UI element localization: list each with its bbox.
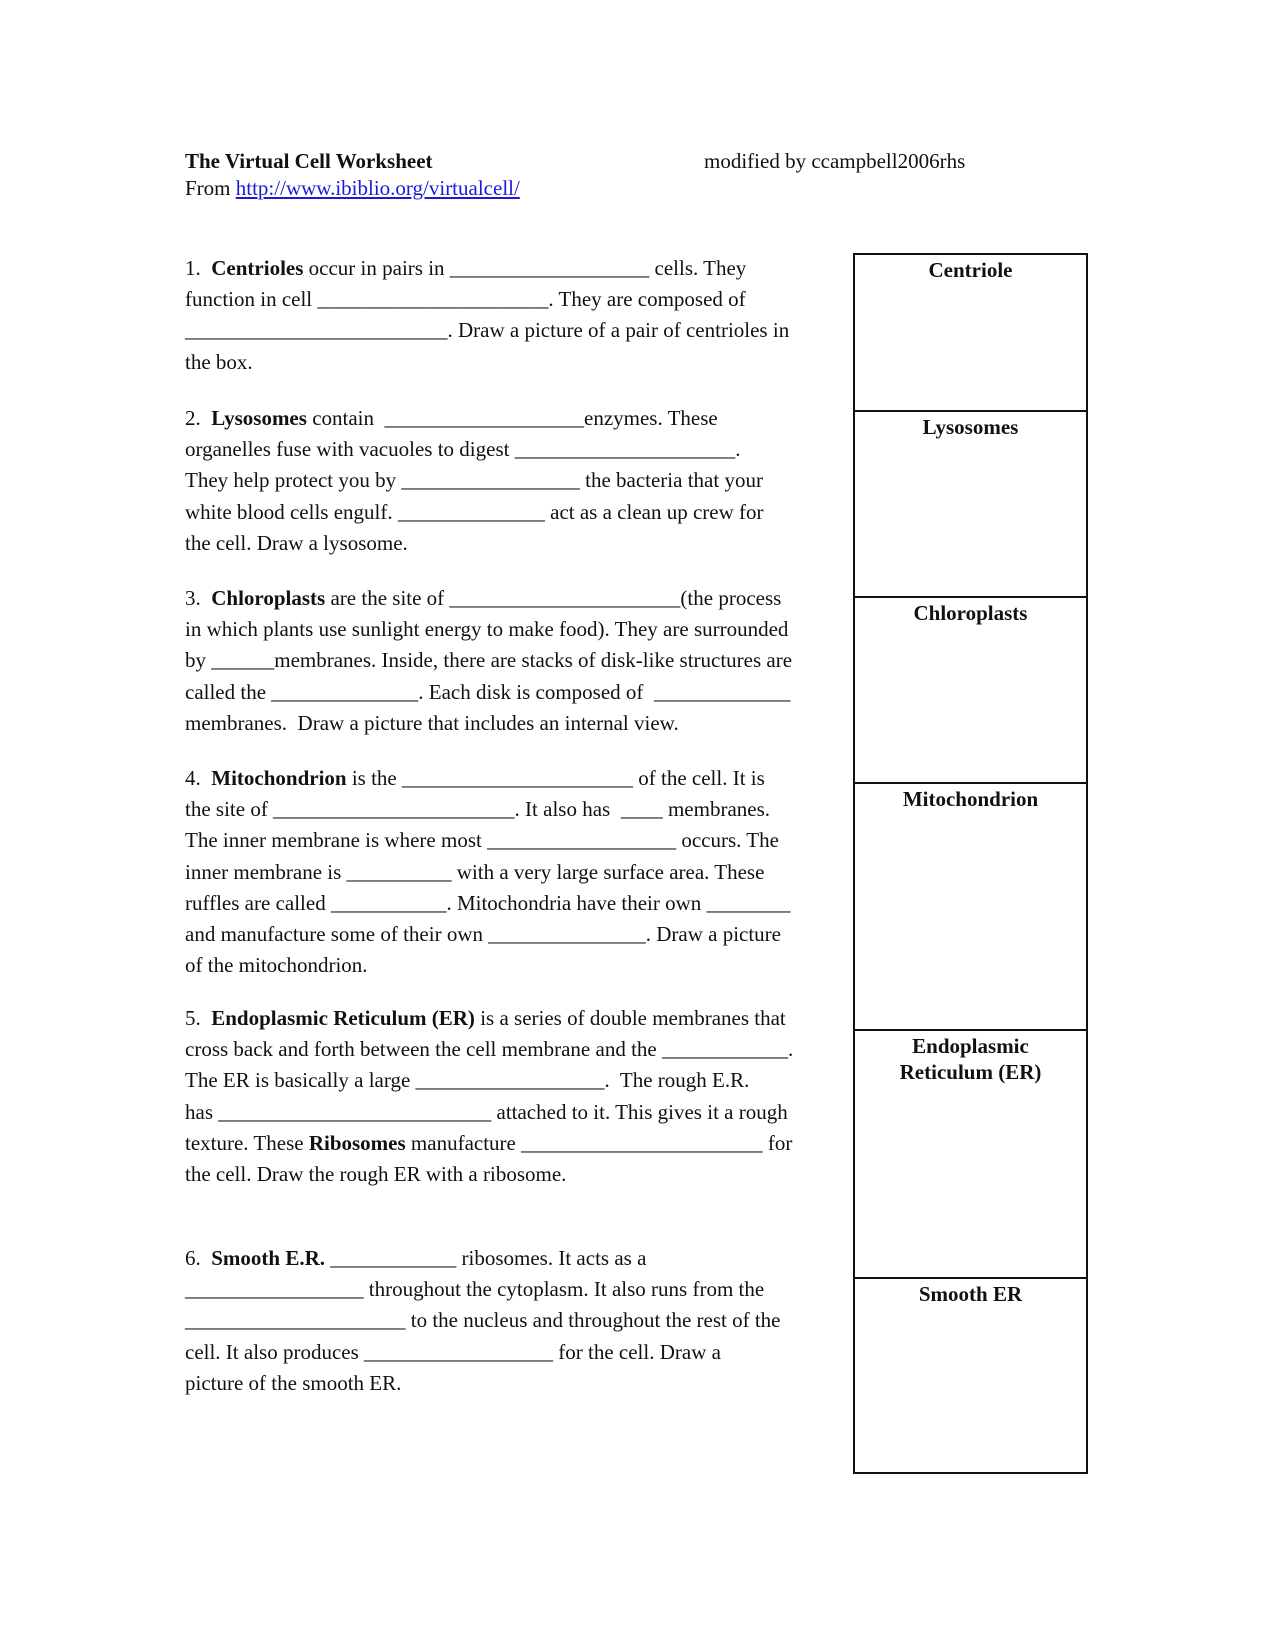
section-number: 1.	[185, 256, 212, 280]
section-line: membranes. Draw a picture that includes an internal view.	[185, 710, 679, 735]
section-line: cross back and forth between the cell membrane and the ____________.	[185, 1037, 794, 1062]
section-line: the cell. Draw a lysosome.	[185, 530, 408, 555]
section-line: has __________________________ attached to it. This gives it a rough	[185, 1099, 788, 1124]
section-number: 5.	[185, 1006, 212, 1030]
section-line: inner membrane is __________ with a very large surface area. These	[185, 859, 765, 884]
source-label: From	[185, 176, 236, 200]
section-line: 3. Chloroplasts are the site of ______________________(the process	[185, 586, 782, 610]
section-term: Chloroplasts	[211, 586, 326, 610]
section-line: cell. It also produces __________________ for the cell. Draw a	[185, 1339, 721, 1364]
box-title-smooth-er: Smooth ER	[918, 1282, 1023, 1306]
section-line: 4. Mitochondrion is the ______________________ of the cell. It is	[185, 766, 765, 790]
drawing-box-lysosomes[interactable]	[855, 412, 1086, 598]
drawing-box-mitochondrion[interactable]	[855, 784, 1086, 1031]
box-title-endoplasmic-reticulum	[855, 1031, 1086, 1085]
section-line: texture. These Ribosomes manufacture _______________________ for	[185, 1130, 793, 1155]
section-line: the box.	[185, 349, 253, 374]
section-line: The ER is basically a large __________________. The rough E.R.	[185, 1068, 750, 1093]
section-line: called the ______________. Each disk is composed of _____________	[185, 679, 791, 704]
section-endoplasmic-reticulum	[185, 1003, 845, 1190]
inline-bold-term: Ribosomes	[308, 1130, 406, 1155]
section-term: Lysosomes	[211, 406, 307, 430]
section-smooth-er	[185, 1243, 845, 1399]
section-term: Mitochondrion	[211, 766, 347, 790]
drawing-box-chloroplasts[interactable]	[855, 598, 1086, 784]
section-mitochondrion	[185, 763, 845, 981]
section-line: _________________ throughout the cytoplasm. It also runs from the	[185, 1277, 765, 1302]
section-number: 6.	[185, 1246, 212, 1270]
section-line: by ______membranes. Inside, there are stacks of disk-like structures are	[185, 648, 793, 673]
modified-by-note: modified by ccampbell2006rhs	[704, 149, 966, 173]
section-number: 2.	[185, 406, 212, 430]
section-line: 5. Endoplasmic Reticulum (ER) is a series of double membranes that	[185, 1006, 786, 1030]
section-line: function in cell ______________________. They are composed of	[185, 287, 746, 312]
section-chloroplasts	[185, 583, 845, 739]
drawing-box-smooth-er[interactable]	[855, 1279, 1086, 1471]
section-line: 6. Smooth E.R. ____________ ribosomes. It acts as a	[185, 1246, 647, 1270]
section-line: the site of _______________________. It also has ____ membranes.	[185, 797, 771, 822]
section-line: organelles fuse with vacuoles to digest _____________________.	[185, 437, 741, 462]
section-term: Centrioles	[211, 256, 304, 280]
section-line: of the mitochondrion.	[185, 953, 368, 978]
section-line: _____________________ to the nucleus and throughout the rest of the	[185, 1308, 781, 1333]
box-title-chloroplasts: Chloroplasts	[913, 601, 1028, 625]
section-line: in which plants use sunlight energy to make food). They are surrounded	[185, 617, 789, 642]
source-link[interactable]: http://www.ibiblio.org/virtualcell/	[235, 176, 520, 200]
drawing-box-endoplasmic-reticulum[interactable]	[855, 1031, 1086, 1279]
section-line: white blood cells engulf. ______________ act as a clean up crew for	[185, 499, 764, 524]
section-centrioles	[185, 253, 845, 378]
section-line: ruffles are called ___________. Mitochondria have their own ________	[185, 890, 791, 915]
section-line: The inner membrane is where most __________________ occurs. The	[185, 828, 779, 853]
section-term: Smooth E.R.	[211, 1246, 326, 1270]
box-title-mitochondrion: Mitochondrion	[902, 787, 1039, 811]
box-title-centriole: Centriole	[928, 258, 1013, 282]
section-line: 1. Centrioles occur in pairs in ___________________ cells. They	[185, 256, 747, 280]
section-line: picture of the smooth ER.	[185, 1370, 402, 1395]
section-number: 3.	[185, 586, 212, 610]
section-number: 4.	[185, 766, 212, 790]
section-line: 2. Lysosomes contain ___________________enzymes. These	[185, 406, 718, 430]
drawing-box-centriole[interactable]	[855, 255, 1086, 412]
section-line: and manufacture some of their own _______________. Draw a picture	[185, 922, 781, 947]
section-lysosomes	[185, 403, 845, 559]
drawing-boxes-column	[853, 253, 1088, 1474]
box-title-lysosomes: Lysosomes	[922, 415, 1019, 439]
worksheet-title: The Virtual Cell Worksheet	[185, 149, 433, 173]
section-term: Endoplasmic Reticulum (ER)	[211, 1006, 475, 1030]
section-line: the cell. Draw the rough ER with a ribosome.	[185, 1162, 567, 1187]
section-line: _________________________. Draw a picture of a pair of centrioles in	[185, 318, 790, 343]
box-title-er-line1: Endoplasmic	[912, 1034, 1029, 1058]
box-title-er-line2: Reticulum (ER)	[899, 1060, 1042, 1084]
source-line	[185, 175, 520, 201]
section-line: They help protect you by _________________ the bacteria that your	[185, 468, 763, 493]
